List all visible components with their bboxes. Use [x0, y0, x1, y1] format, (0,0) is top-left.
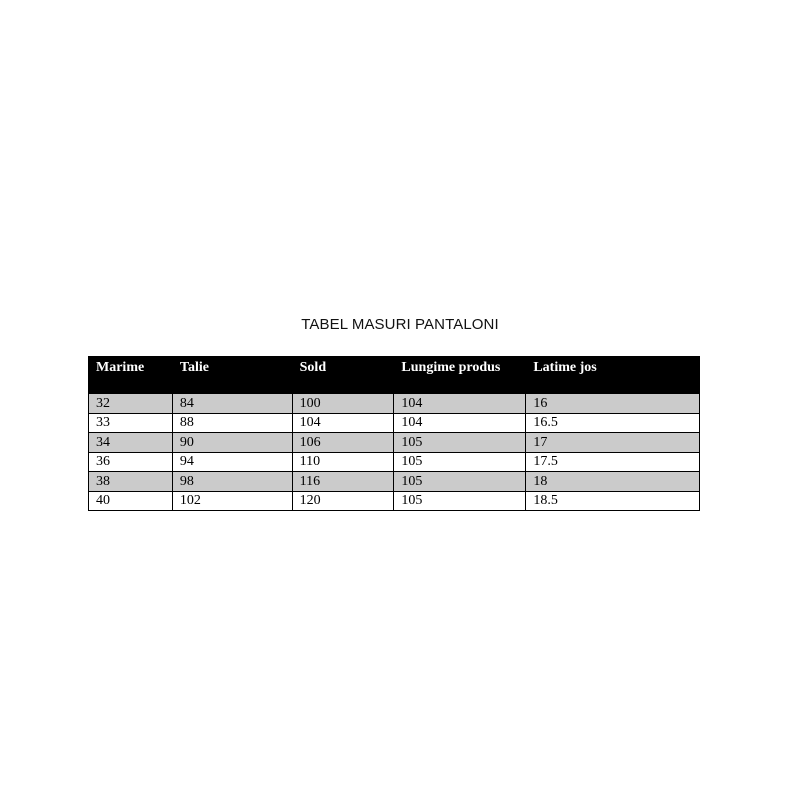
cell-lungime-produs: 105 [394, 452, 526, 472]
cell-lungime-produs: 104 [394, 413, 526, 433]
table-row [89, 472, 700, 492]
cell-lungime-produs: 105 [394, 491, 526, 511]
cell-talie: 98 [172, 472, 292, 492]
cell-lungime-produs: 105 [394, 472, 526, 492]
header-latime-jos: Latime jos [526, 357, 700, 394]
cell-talie: 94 [172, 452, 292, 472]
cell-marime: 33 [89, 413, 173, 433]
size-chart-table [88, 356, 700, 511]
cell-marime: 32 [89, 394, 173, 414]
table-row [89, 433, 700, 453]
table-row [89, 413, 700, 433]
cell-sold: 116 [292, 472, 394, 492]
cell-sold: 104 [292, 413, 394, 433]
cell-latime-jos: 16 [526, 394, 700, 414]
table-row [89, 491, 700, 511]
table-row [89, 452, 700, 472]
header-row [89, 357, 700, 394]
table-body [89, 394, 700, 511]
cell-marime: 34 [89, 433, 173, 453]
cell-sold: 120 [292, 491, 394, 511]
cell-sold: 106 [292, 433, 394, 453]
cell-latime-jos: 18.5 [526, 491, 700, 511]
table-header [89, 357, 700, 394]
cell-marime: 40 [89, 491, 173, 511]
cell-talie: 90 [172, 433, 292, 453]
cell-talie: 88 [172, 413, 292, 433]
cell-latime-jos: 16.5 [526, 413, 700, 433]
header-marime: Marime [89, 357, 173, 394]
cell-latime-jos: 17 [526, 433, 700, 453]
table-row [89, 394, 700, 414]
cell-talie: 84 [172, 394, 292, 414]
cell-marime: 36 [89, 452, 173, 472]
cell-sold: 100 [292, 394, 394, 414]
cell-latime-jos: 17.5 [526, 452, 700, 472]
page-title: TABEL MASURI PANTALONI [301, 316, 499, 333]
header-talie: Talie [172, 357, 292, 394]
cell-sold: 110 [292, 452, 394, 472]
cell-latime-jos: 18 [526, 472, 700, 492]
cell-lungime-produs: 105 [394, 433, 526, 453]
header-sold: Sold [292, 357, 394, 394]
cell-marime: 38 [89, 472, 173, 492]
header-lungime-produs: Lungime produs [394, 357, 526, 394]
cell-talie: 102 [172, 491, 292, 511]
cell-lungime-produs: 104 [394, 394, 526, 414]
